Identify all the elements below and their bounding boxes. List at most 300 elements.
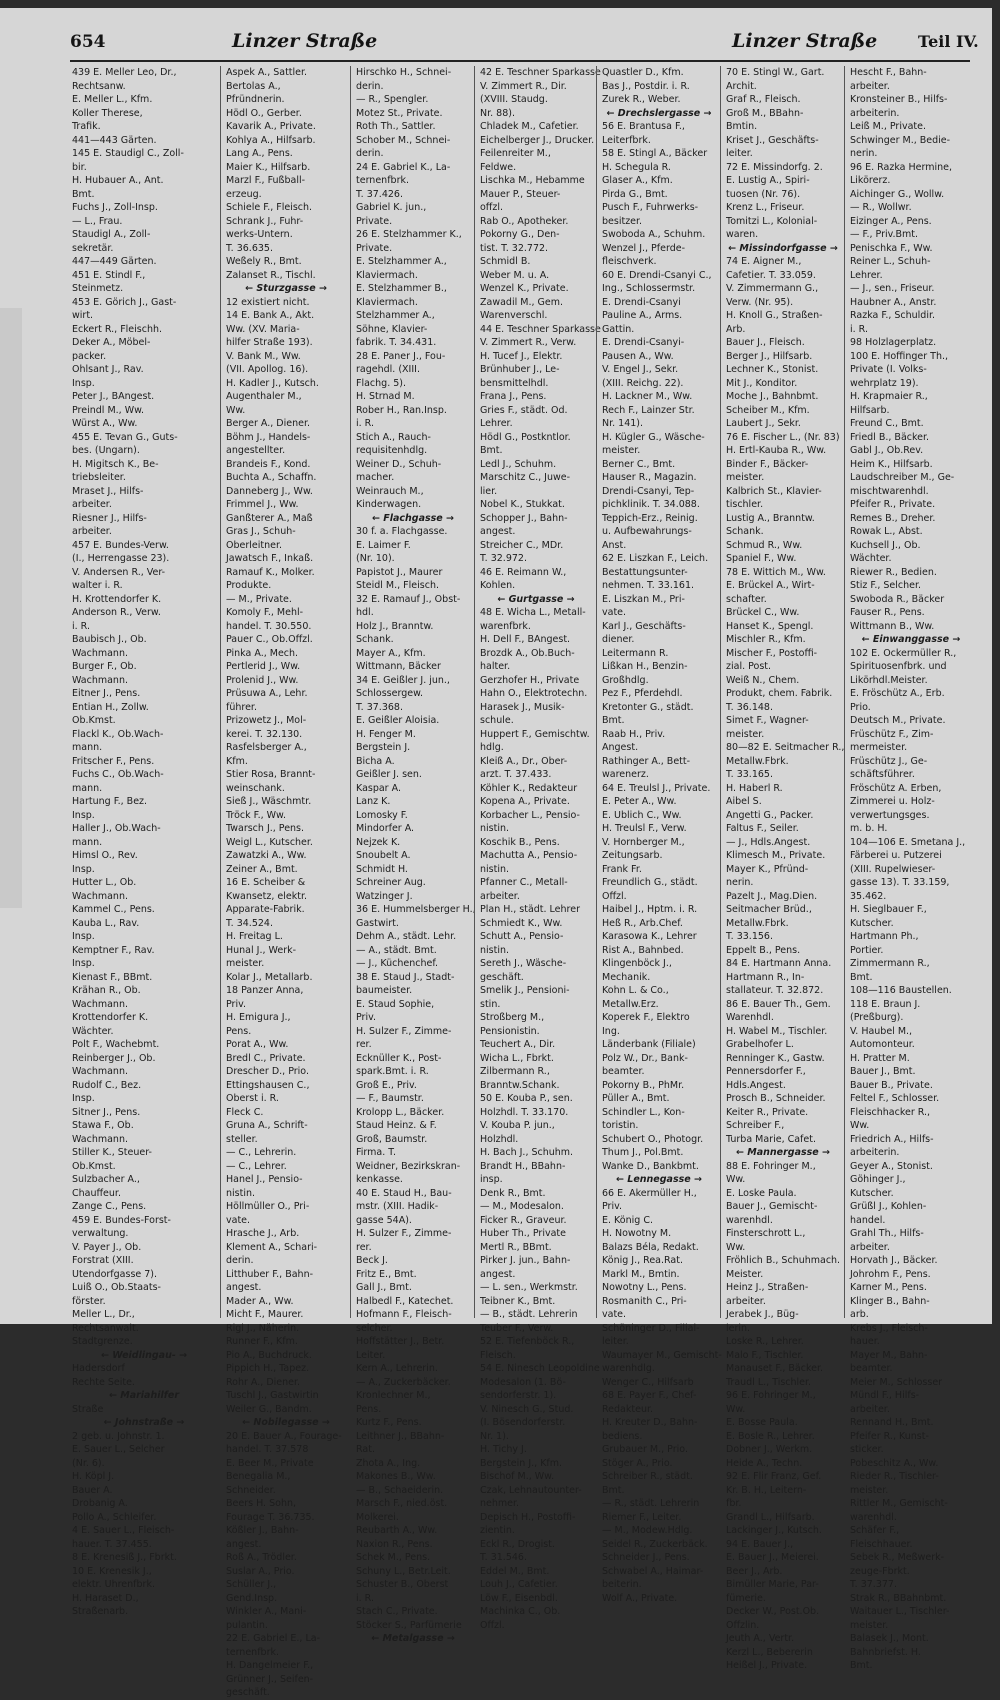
directory-entry-line: Maier K., Hilfsarb. — [226, 161, 311, 173]
directory-entry-line: 457 E. Bundes-Verw. — [72, 539, 169, 551]
directory-entry-line: Weber M. u. A. — [480, 269, 550, 281]
directory-entry-line: beiterin. — [602, 1579, 642, 1590]
directory-entry-line: Graf R., Fleisch. — [726, 94, 801, 105]
directory-entry-line: Private. — [356, 215, 393, 227]
directory-entry-line: V. Zimmert R., Verw. — [480, 337, 577, 348]
directory-entry-line: Aibel S. — [726, 796, 762, 807]
directory-entry-line: Fleischhauer. — [850, 1538, 913, 1550]
directory-entry-line: Pfeifer R., Kunst- — [850, 1430, 929, 1442]
directory-entry-line: Würst A., Ww. — [72, 418, 138, 429]
directory-entry-line: Spirituosenfbrk. und — [850, 661, 947, 672]
directory-entry-line: Cafetier. T. 33.059. — [726, 269, 816, 281]
directory-entry-line: Rech F., Lainzer Str. — [602, 404, 695, 416]
directory-entry-line: Freund C., Bmt. — [850, 418, 924, 429]
directory-entry-line: Krenz L., Friseur. — [726, 202, 805, 213]
directory-entry-line: Gries F., städt. Od. — [480, 404, 568, 416]
directory-entry-line: T. 34.524. — [226, 917, 273, 929]
directory-entry-line: — M., Modesalon. — [480, 1201, 564, 1212]
directory-entry-line: Heide A., Techn. — [726, 1457, 803, 1469]
directory-entry-line: 24 E. Gabriel K., La- — [356, 161, 451, 173]
directory-entry-line: Fleck C. — [226, 1106, 264, 1118]
directory-entry-line: 64 E. Treulsl J., Private. — [602, 782, 711, 794]
directory-entry-line: Grünner J., Seifen- — [226, 1673, 314, 1685]
directory-entry-line: Czak, Lehnautounter- — [480, 1484, 582, 1496]
directory-entry-line: Kinderwagen. — [356, 499, 422, 510]
directory-entry-line: weinschank. — [226, 782, 285, 794]
directory-entry-line: gasse 13). T. 33.159, — [850, 877, 950, 888]
directory-entry-line: Winkler A., Mani- — [226, 1606, 307, 1617]
directory-entry-line: Nr. 1). — [480, 1430, 509, 1442]
directory-column-2 — [226, 66, 346, 1698]
directory-entry-line: Chladek M., Cafetier. — [480, 121, 579, 132]
street-crossing-heading: ← Missindorfgasse → — [728, 242, 838, 254]
directory-entry-line: hauer. T. 37.455. — [72, 1538, 152, 1550]
directory-entry-line: Bmt. — [850, 971, 873, 983]
street-crossing-heading: ← Lennegasse → — [616, 1174, 702, 1185]
directory-entry-line: 455 E. Tevan G., Guts- — [72, 431, 178, 443]
directory-entry-line: Schuster B., Oberst — [356, 1579, 449, 1590]
directory-entry-line: Priv. — [602, 1201, 623, 1212]
directory-entry-line: (Nr. 6). — [72, 1457, 105, 1469]
directory-entry-line: Luiß O., Ob.Staats- — [72, 1282, 161, 1293]
directory-entry-line: Modesalon (1. Bö- — [480, 1376, 566, 1388]
directory-entry-line: Faltus F., Seiler. — [726, 823, 799, 834]
directory-entry-line: Schober M., Schnei- — [356, 134, 451, 146]
directory-entry-line: Hanel J., Pensio- — [226, 1174, 303, 1185]
directory-entry-line: H. Köpl J. — [72, 1471, 115, 1482]
directory-entry-line: Baubisch J., Ob. — [72, 634, 147, 645]
directory-entry-line: Swoboda R., Bäcker — [850, 593, 945, 605]
directory-entry-line: (XIII. Rupelwieser- — [850, 863, 936, 875]
directory-entry-line: — J., Küchenchef. — [356, 958, 439, 969]
directory-entry-line: Pusch F., Fuhrwerks- — [602, 202, 699, 213]
directory-entry-line: Teuchert A., Dir. — [480, 1039, 556, 1050]
directory-entry-line: leiter. — [726, 148, 753, 159]
directory-entry-line: V. Payer J., Ob. — [72, 1241, 142, 1253]
directory-entry-line: Zange C., Pens. — [72, 1201, 147, 1212]
directory-entry-line: Grubauer M., Prio. — [602, 1444, 688, 1455]
directory-entry-line: Laubert J., Sekr. — [726, 418, 801, 429]
directory-entry-line: 94 E. Bauer J., — [726, 1538, 794, 1550]
directory-entry-line: Feilenreiter M., — [480, 148, 551, 159]
directory-entry-line: (VII. Apollog. 16). — [226, 364, 309, 375]
directory-entry-line: Zilbermann R., — [480, 1066, 550, 1077]
directory-entry-line: 76 E. Fischer L., (Nr. 83) — [726, 431, 840, 443]
directory-entry-line: lier. — [480, 485, 498, 497]
directory-entry-line: Waitauer L., Tischler- — [850, 1606, 950, 1617]
directory-entry-line: nerin. — [726, 877, 754, 888]
directory-entry-line: Oberleitner. — [226, 539, 283, 551]
directory-entry-line: geschäft. — [226, 1687, 270, 1698]
directory-entry-line: hilfer Straße 193). — [226, 337, 313, 348]
directory-entry-line: Heißel J., Private. — [726, 1660, 808, 1671]
directory-entry-line: spark.Bmt. i. R. — [356, 1066, 429, 1077]
directory-entry-line: Kr. B. H., Leitern- — [726, 1484, 807, 1496]
directory-entry-line: Drendi-Csanyi, Tep- — [602, 485, 695, 497]
running-head-right: Linzer Straße — [732, 30, 878, 52]
directory-entry-line: Groß, Baumstr. — [356, 1133, 428, 1145]
directory-entry-line: 118 E. Braun J. — [850, 998, 921, 1010]
directory-entry-line: Machutta A., Pensio- — [480, 850, 578, 861]
directory-entry-line: Marsch F., nied.öst. — [356, 1498, 448, 1509]
directory-entry-line: Ww. — [726, 1174, 746, 1185]
directory-entry-line: Moche J., Bahnbmt. — [726, 391, 819, 402]
street-crossing-heading: ← Metalgasse → — [371, 1633, 455, 1644]
directory-entry-line: Brandt H., BBahn- — [480, 1160, 566, 1172]
directory-entry-line: Mit J., Konditor. — [726, 377, 798, 389]
directory-entry-line: Wächter. — [850, 553, 892, 564]
directory-entry-line: Papistot J., Maurer — [356, 566, 443, 578]
directory-entry-line: Glaser A., Kfm. — [602, 175, 673, 186]
directory-entry-line: bediens. — [602, 1430, 643, 1442]
directory-entry-line: angest. — [480, 526, 516, 537]
directory-entry-line: Spaniel F., Ww. — [726, 553, 797, 564]
directory-entry-line: Feldwe. — [480, 161, 517, 173]
directory-entry-line: Angest. — [602, 742, 639, 753]
directory-entry-line: Insp. — [72, 377, 95, 389]
directory-entry-line: — M., Private. — [226, 593, 292, 605]
directory-entry-line: Rechtsanwalt. — [72, 1322, 139, 1334]
directory-entry-line: Tuschl J., Gastwirtin — [226, 1390, 319, 1401]
directory-entry-line: Hofmann F., Fleisch- — [356, 1309, 452, 1320]
directory-entry-line: — F., Priv.Bmt. — [850, 229, 919, 240]
directory-entry-line: 60 E. Drendi-Csanyi C., — [602, 269, 712, 281]
directory-entry-line: Jawatsch F., Inkaß. — [226, 553, 314, 564]
directory-entry-line: Grandl L., Hilfsarb. — [726, 1511, 815, 1523]
directory-entry-line: Klinger B., Bahn- — [850, 1295, 930, 1307]
directory-entry-line: 18 Panzer Anna, — [226, 985, 304, 996]
directory-entry-line: Beer J., Arb. — [726, 1565, 783, 1577]
directory-entry-line: Eckl R., Drogist. — [480, 1538, 555, 1550]
directory-entry-line: Private (I. Volks- — [850, 364, 927, 375]
directory-entry-line: Loske R., Lehrer. — [726, 1336, 804, 1347]
directory-entry-line: Schmiedt K., Ww. — [480, 917, 563, 929]
directory-entry-line: Mischler R., Kfm. — [726, 634, 806, 645]
directory-entry-line: Riewer R., Bedien. — [850, 566, 937, 578]
directory-entry-line: angest. — [226, 1282, 262, 1293]
directory-entry-line: Kohlya A., Hilfsarb. — [226, 134, 316, 146]
directory-entry-line: Likörerz. — [850, 175, 891, 186]
directory-entry-line: Hdls.Angest. — [726, 1079, 786, 1091]
directory-entry-line: tuosen (Nr. 76). — [726, 188, 801, 200]
directory-entry-line: Louh J., Cafetier. — [480, 1579, 558, 1590]
directory-entry-line: Zimmerei u. Holz- — [850, 796, 935, 807]
directory-entry-line: Rasfelsberger A., — [226, 742, 307, 753]
directory-entry-line: Pfeifer R., Private. — [850, 499, 936, 510]
directory-entry-line: H. Sulzer F., Zimme- — [356, 1228, 452, 1239]
directory-entry-line: Naxion R., Pens. — [356, 1538, 433, 1550]
directory-entry-line: Automonteur. — [850, 1039, 915, 1050]
directory-entry-line: H. Pratter M. — [850, 1052, 910, 1064]
directory-entry-line: nistin. — [480, 823, 510, 834]
directory-entry-line: Produkte. — [226, 580, 272, 591]
directory-entry-line: Runner F., Kfm. — [226, 1336, 298, 1347]
directory-entry-line: Pennersdorfer F., — [726, 1066, 806, 1077]
directory-entry-line: angest. — [226, 1538, 262, 1550]
running-head-left: Linzer Straße — [232, 30, 378, 52]
directory-entry-line: Rigl J., Näherin. — [226, 1322, 300, 1334]
directory-entry-line: 441—443 Gärten. — [72, 134, 157, 146]
directory-entry-line: Branntw.Schank. — [480, 1079, 560, 1091]
directory-entry-line: Früschütz F., Zim- — [850, 728, 934, 740]
directory-entry-line: Berner C., Bmt. — [602, 458, 676, 470]
directory-entry-line: 46 E. Reimann W., — [480, 566, 567, 578]
part-label: Teil IV. — [918, 32, 979, 51]
directory-entry-line: nistin. — [226, 1187, 256, 1199]
directory-entry-line: Ww. — [850, 1120, 870, 1131]
directory-entry-line: Pinka A., Mech. — [226, 647, 299, 659]
directory-entry-line: E. Stelzhammer B., — [356, 283, 447, 294]
directory-entry-line: E. Brückel A., Wirt- — [726, 580, 815, 591]
directory-entry-line: Porat A., Ww. — [226, 1039, 289, 1050]
directory-entry-line: waren. — [726, 229, 759, 240]
directory-entry-line: 68 E. Payer F., Chef- — [602, 1390, 697, 1401]
directory-entry-line: Hauser R., Magazin. — [602, 472, 697, 483]
directory-entry-line: Friedrich A., Hilfs- — [850, 1133, 934, 1145]
directory-entry-line: E. Sauer L., Selcher — [72, 1444, 165, 1455]
directory-entry-line: Seitmacher Brüd., — [726, 904, 812, 915]
directory-entry-line: Rudolf C., Bez. — [72, 1079, 142, 1091]
directory-entry-line: tist. T. 32.772. — [480, 242, 549, 254]
directory-entry-line: ternenfbrk. — [356, 175, 409, 186]
street-crossing-heading: ← Nobilegasse → — [242, 1417, 330, 1428]
directory-entry-line: Ramauf K., Molker. — [226, 566, 315, 578]
directory-entry-line: E. Bauer J., Meierei. — [726, 1552, 819, 1563]
directory-entry-line: Weigl L., Kutscher. — [226, 836, 313, 848]
directory-entry-line: Haibel J., Hptm. i. R. — [602, 904, 698, 915]
directory-entry-line: Fritscher F., Pens. — [72, 755, 155, 767]
directory-entry-line: H. Tichy J. — [480, 1444, 527, 1455]
directory-entry-line: Fritz E., Bmt. — [356, 1268, 417, 1280]
directory-entry-line: Kohn L. & Co., — [602, 985, 669, 996]
directory-entry-line: 40 E. Staud H., Bau- — [356, 1187, 452, 1199]
directory-entry-line: Augenthaler M., — [226, 391, 302, 402]
directory-entry-line: — A., städt. Bmt. — [356, 944, 437, 956]
directory-entry-line: baumeister. — [356, 985, 413, 996]
directory-entry-line: bensmittelhdl. — [480, 377, 549, 389]
directory-entry-line: Angetti G., Packer. — [726, 809, 814, 821]
directory-entry-line: Utendorfgasse 7). — [72, 1268, 158, 1280]
directory-entry-line: Wachmann. — [72, 1133, 128, 1145]
directory-entry-line: Krähan R., Ob. — [72, 985, 141, 996]
directory-entry-line: Weßely R., Bmt. — [226, 256, 302, 267]
directory-entry-line: Aichinger G., Wollw. — [850, 188, 945, 200]
directory-entry-line: Krebs J., Fleisch- — [850, 1322, 928, 1334]
directory-entry-line: H. Emigura J., — [226, 1012, 291, 1023]
directory-entry-line: Klement A., Schari- — [226, 1241, 318, 1253]
directory-entry-line: Leiter. — [356, 1349, 386, 1361]
directory-entry-line: Teuber F., Verw. — [480, 1322, 554, 1334]
directory-entry-line: Lehrer. — [850, 269, 883, 281]
directory-entry-line: Zawadil M., Gem. — [480, 296, 563, 308]
directory-entry-line: Schank. — [726, 526, 764, 537]
directory-entry-line: Stiz F., Selcher. — [850, 580, 922, 591]
directory-entry-line: H. Haberl R. — [726, 782, 783, 794]
directory-entry-line: Traudl L., Tischler. — [726, 1376, 812, 1388]
directory-entry-line: Straße — [72, 1403, 104, 1415]
directory-entry-line: T. 37.377. — [850, 1579, 897, 1590]
directory-entry-line: Kaspar A. — [356, 782, 401, 794]
directory-column-7 — [850, 66, 972, 1671]
directory-entry-line: Gall J., Bmt. — [356, 1282, 412, 1293]
directory-entry-line: Hartung F., Bez. — [72, 796, 148, 807]
directory-entry-line: fabrik. T. 34.431. — [356, 337, 437, 348]
directory-entry-line: Nowotny L., Pens. — [602, 1282, 687, 1293]
directory-entry-line: Portier. — [850, 944, 884, 956]
directory-entry-line: Himsl O., Rev. — [72, 850, 138, 861]
directory-entry-line: Grabelhofer L. — [726, 1039, 794, 1050]
directory-entry-line: 22 E. Gabriel E., La- — [226, 1633, 321, 1644]
directory-entry-line: Fourage T. 36.735. — [226, 1511, 315, 1523]
directory-entry-line: 98 Holzlagerplatz. — [850, 337, 937, 348]
directory-entry-line: handel. T. 30.550. — [226, 620, 312, 632]
directory-entry-line: V. Kouba P. jun., — [480, 1120, 555, 1131]
directory-entry-line: Kutscher. — [850, 1187, 894, 1199]
directory-entry-line: u. Aufbewahrungs- — [602, 526, 692, 537]
directory-entry-line: 48 E. Wicha L., Metall- — [480, 607, 586, 618]
directory-entry-line: (I. Bösendorferstr. — [480, 1417, 566, 1428]
directory-entry-line: E. Bosse Paula. — [726, 1417, 798, 1428]
directory-entry-line: wirt. — [72, 310, 94, 321]
directory-entry-line: Kienast F., BBmt. — [72, 971, 153, 983]
directory-entry-line: arbeiter. — [72, 526, 112, 537]
directory-entry-line: Kalbrich St., Klavier- — [726, 485, 822, 497]
directory-entry-line: warenfbrk. — [480, 620, 531, 632]
directory-entry-line: Schwabel A., Haimar- — [602, 1565, 704, 1577]
directory-entry-line: bes. (Ungarn). — [72, 445, 140, 456]
directory-entry-line: Bas J., Postdir. i. R. — [602, 80, 690, 92]
directory-entry-line: Krottendorfer K. — [72, 1012, 149, 1023]
directory-entry-line: Püller A., Bmt. — [602, 1093, 670, 1104]
directory-entry-line: Pirda G., Bmt. — [602, 188, 668, 200]
directory-entry-line: Priv. — [226, 998, 247, 1010]
directory-entry-line: Köhler K., Redakteur — [480, 782, 578, 794]
directory-entry-line: Flackl K., Ob.Wach- — [72, 728, 164, 740]
directory-entry-line: Motez St., Private. — [356, 107, 443, 119]
directory-entry-line: Gattin. — [602, 323, 635, 335]
directory-entry-line: H. Kadler J., Kutsch. — [226, 377, 319, 389]
directory-entry-line: König J., Rea.Rat. — [602, 1255, 683, 1266]
directory-entry-line: Thum J., Pol.Bmt. — [602, 1147, 684, 1158]
directory-entry-line: Kfm. — [226, 755, 248, 767]
directory-entry-line: Karner M., Pens. — [850, 1282, 927, 1293]
directory-entry-line: Eppelt B., Pens. — [726, 944, 801, 956]
directory-entry-line: H. Sulzer F., Zimme- — [356, 1025, 452, 1037]
directory-entry-line: 96 E. Fohringer M., — [726, 1390, 816, 1401]
directory-entry-line: 4 E. Sauer L., Fleisch- — [72, 1525, 175, 1536]
directory-entry-line: Priv. — [356, 1012, 377, 1023]
directory-entry-line: Mayer K., Pfründ- — [726, 863, 809, 875]
directory-entry-line: Turba Marie, Cafet. — [726, 1133, 816, 1145]
directory-entry-line: nistin. — [480, 863, 510, 875]
directory-entry-line: Wenzel K., Private. — [480, 283, 569, 294]
directory-entry-line: Stöger A., Prio. — [602, 1457, 673, 1469]
directory-entry-line: 54 E. Ninesch Leopoldine — [480, 1363, 600, 1374]
directory-entry-line: Gabl J., Ob.Rev. — [850, 445, 924, 456]
directory-entry-line: halter. — [480, 661, 511, 672]
directory-entry-line: H. Migitsch K., Be- — [72, 458, 159, 470]
directory-entry-line: Pensionistin. — [480, 1025, 540, 1037]
directory-entry-line: ragehdl. (XIII. — [356, 364, 420, 375]
directory-entry-line: Riesner J., Hilfs- — [72, 512, 147, 524]
directory-entry-line: Heß R., Arb.Chef. — [602, 917, 683, 929]
directory-entry-line: 42 E. Teschner Sparkasse — [480, 67, 601, 78]
directory-entry-line: leiter. — [602, 1336, 629, 1347]
directory-entry-line: Schreiner Aug. — [356, 877, 426, 888]
directory-entry-line: Haubner A., Anstr. — [850, 296, 937, 308]
directory-entry-line: (Nr. 10). — [356, 553, 395, 564]
directory-entry-line: Geyer A., Stonist. — [850, 1160, 933, 1172]
directory-entry-line: 104—106 E. Smetana J., — [850, 836, 966, 848]
directory-entry-line: stin. — [480, 998, 501, 1010]
directory-entry-line: Klingenböck J., — [602, 958, 672, 969]
directory-entry-line: Ww. — [726, 1241, 746, 1253]
directory-entry-line: — B., Schaeiderin. — [356, 1484, 444, 1496]
directory-entry-line: Kopena A., Private. — [480, 796, 570, 807]
directory-entry-line: zientin. — [480, 1525, 515, 1536]
directory-entry-line: E. Fröschütz A., Erb. — [850, 688, 945, 699]
directory-entry-line: m. b. H. — [850, 823, 888, 834]
directory-entry-line: Fröhlich B., Schuhmach. — [726, 1255, 841, 1266]
directory-entry-line: Horvath J., Bäcker. — [850, 1255, 938, 1266]
directory-entry-line: meister. — [726, 472, 765, 483]
directory-entry-line: Fröschütz A. Erben, — [850, 782, 942, 794]
directory-entry-line: Kammel C., Pens. — [72, 904, 155, 915]
directory-entry-line: Eckert R., Fleischh. — [72, 323, 163, 335]
directory-entry-line: Tröck F., Ww. — [226, 809, 286, 821]
directory-entry-line: Fauser R., Pens. — [850, 607, 925, 618]
directory-entry-line: Wicha L., Fbrkt. — [480, 1052, 554, 1064]
directory-entry-line: Pobeschitz A., Ww. — [850, 1457, 939, 1469]
directory-entry-line: Hanset K., Spengl. — [726, 620, 814, 632]
directory-entry-line: Klaviermach. — [356, 296, 418, 308]
directory-entry-line: Eitner J., Pens. — [72, 688, 141, 699]
directory-entry-line: Schreiber R., städt. — [602, 1471, 693, 1482]
directory-entry-line: Streicher C., MDr. — [480, 539, 564, 551]
directory-entry-line: Dehm A., städt. Lehr. — [356, 931, 457, 942]
directory-entry-line: Pens. — [226, 1025, 252, 1037]
directory-entry-line: Schiele F., Fleisch. — [226, 202, 313, 213]
directory-entry-line: Pez F., Pferdehdl. — [602, 688, 683, 699]
directory-entry-line: 52 E. Tiefenböck R., — [480, 1336, 575, 1347]
directory-entry-line: — R., Spengler. — [356, 94, 429, 105]
directory-entry-line: Molkerei. — [356, 1511, 399, 1523]
directory-entry-line: T. 37.426. — [356, 188, 403, 200]
directory-entry-line: arbeiterin. — [850, 1147, 900, 1158]
directory-entry-line: kerei. T. 32.130. — [226, 728, 303, 740]
directory-entry-line: Nejzek K. — [356, 836, 401, 848]
directory-entry-line: schafter. — [726, 593, 767, 605]
directory-entry-line: Polz W., Dr., Bank- — [602, 1052, 688, 1064]
directory-entry-line: 453 E. Görich J., Gast- — [72, 296, 177, 308]
directory-entry-line: elektr. Uhrenfbrk. — [72, 1579, 155, 1590]
directory-entry-line: E. Drendi-Csanyi- — [602, 337, 685, 348]
directory-entry-line: arbeiter. — [72, 499, 112, 510]
directory-entry-line: Twarsch J., Pens. — [226, 823, 305, 834]
directory-entry-line: nerin. — [850, 148, 878, 159]
directory-entry-line: Mechanik. — [602, 971, 651, 983]
street-crossing-heading: ← Johnstraße → — [103, 1417, 185, 1428]
directory-entry-line: Gerzhofer H., Private — [480, 674, 580, 686]
directory-entry-line: 30 f. a. Flachgasse. — [356, 526, 448, 537]
directory-entry-line: Hahn O., Elektrotechn. — [480, 688, 588, 699]
directory-entry-line: hauer. — [850, 1336, 880, 1347]
directory-entry-line: zial. Post. — [726, 661, 772, 672]
directory-entry-line: Eddel M., Bmt. — [480, 1565, 550, 1577]
directory-entry-line: besitzer. — [602, 215, 643, 227]
directory-entry-line: Ob.Kmst. — [72, 715, 116, 726]
directory-entry-line: Brozdk A., Ob.Buch- — [480, 647, 575, 659]
